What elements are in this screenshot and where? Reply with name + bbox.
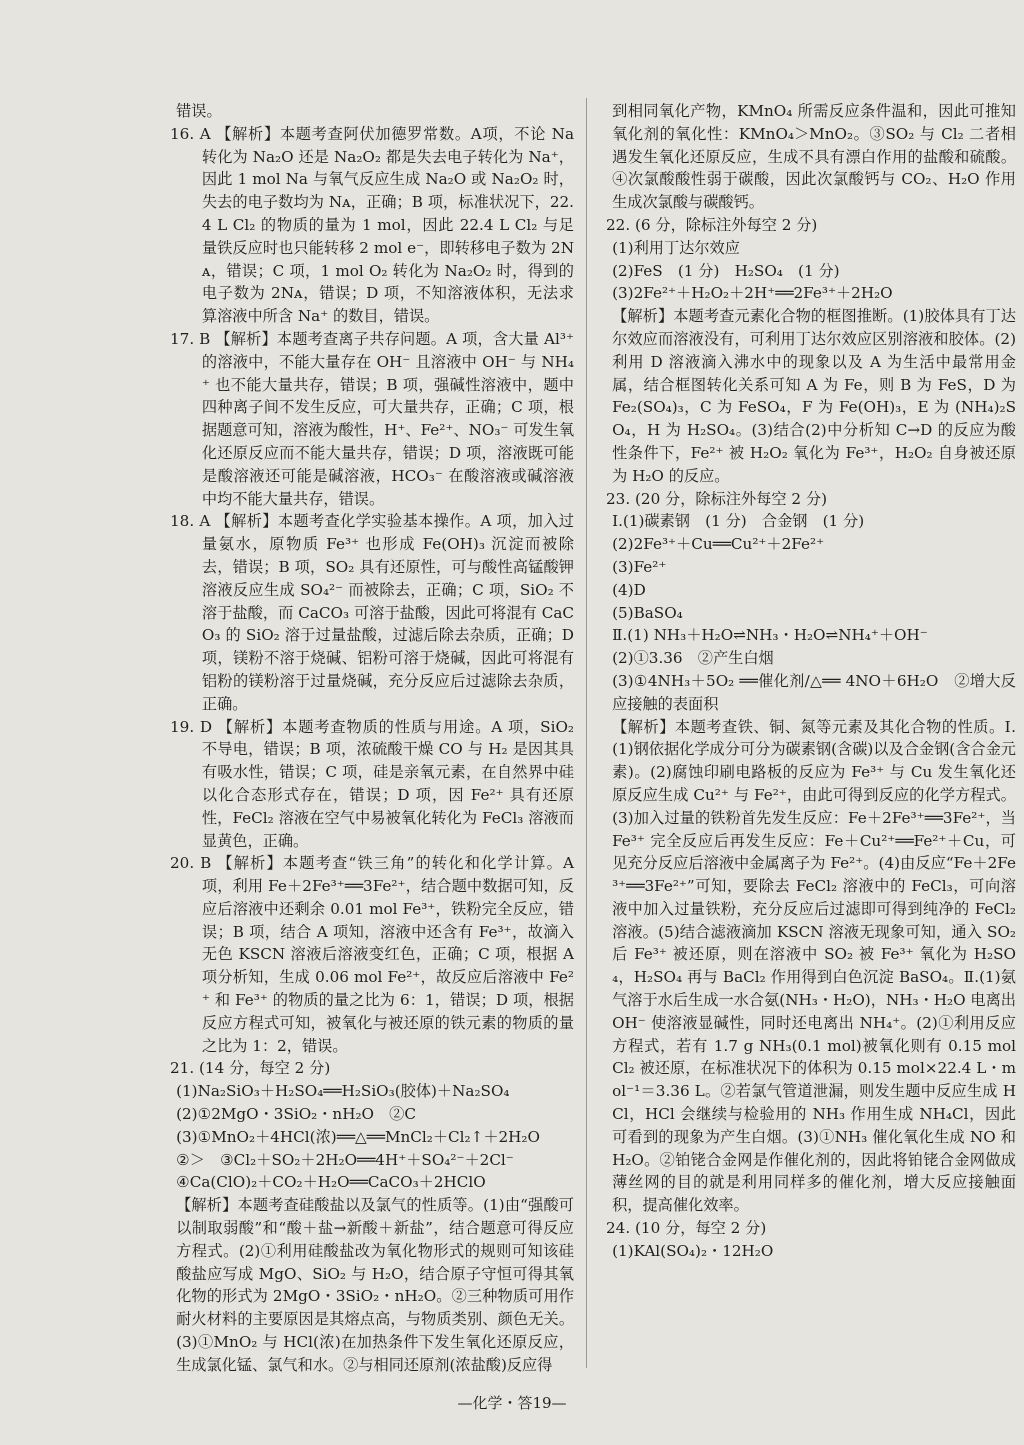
answer-paragraph: (2)①3.36 ②产生白烟 <box>612 649 774 668</box>
answer-paragraph: 16. A 【解析】本题考查阿伏加德罗常数。A项，不论 Na 转化为 Na₂O 还是 Na₂O₂ 都是失去电子转化为 Na⁺，因此 1 mol Na 与氧气反应生成 Na₂O 或 Na₂O₂ 时，失去的电子数均为 Nᴀ，正确；B 项，标准状况下，22.4 L Cl₂ 的物质的量为 1 mol，因此 22.4 L Cl₂ 与足量铁反应时也只能转移 2 mol e⁻，即转移电子数为 2Nᴀ，错误；C 项，1 mol O₂ 转化为 Na₂O₂ 时，得到的电子数为 2Nᴀ，错误；D 项，不知溶液体积，无法求算溶液中所含 Na⁺ 的数目，错误。 <box>170 124 574 326</box>
answer-paragraph: (2)2Fe³⁺＋Cu══Cu²⁺＋2Fe²⁺ <box>612 535 825 554</box>
answer-paragraph: (3)2Fe²⁺＋H₂O₂＋2H⁺══2Fe³⁺＋2H₂O <box>612 284 893 303</box>
answer-paragraph: 22. (6 分，除标注外每空 2 分) <box>606 215 818 234</box>
answer-paragraph: Ⅰ.(1)碳素钢 (1 分) 合金钢 (1 分) <box>612 512 865 531</box>
answer-paragraph: (3)①4NH₃＋5O₂ ══催化剂/△══ 4NO＋6H₂O ②增大反应接触的表面积 <box>612 671 1016 713</box>
answer-paragraph: 【解析】本题考查元素化合物的框图推断。(1)胶体具有丁达尔效应而溶液没有，可利用丁达尔效应区别溶液和胶体。(2)利用 D 溶液滴入沸水中的现象以及 A 为生活中最常用金属，结合框图转化关系可知 A 为 Fe，则 B 为 FeS，D 为 Fe₂(SO₄)₃，C 为 FeSO₄，F 为 Fe(OH)₃，E 为 (NH₄)₂SO₄，H 为 H₂SO₄。(3)结合(2)中分析知 C→D 的反应为酸性条件下，Fe²⁺ 被 H₂O₂ 氧化为 Fe³⁺，H₂O₂ 自身被还原为 H₂O 的反应。 <box>612 307 1016 485</box>
answer-paragraph: 【解析】本题考查铁、铜、氮等元素及其化合物的性质。Ⅰ.(1)钢依据化学成分可分为碳素钢(含碳)以及合金钢(含合金元素)。(2)腐蚀印刷电路板的反应为 Fe³⁺ 与 Cu 发生氧化还原反应生成 Cu²⁺ 与 Fe²⁺，由此可得到反应的化学方程式。(3)加入过量的铁粉首先发生反应：Fe＋2Fe³⁺══3Fe²⁺，当 Fe³⁺ 完全反应后再发生反应：Fe＋Cu²⁺══Fe²⁺＋Cu，可见充分反应后溶液中金属离子为 Fe²⁺。(4)由反应“Fe＋2Fe³⁺══3Fe²⁺”可知，要除去 FeCl₂ 溶液中的 FeCl₃，可向溶液中加入过量铁粉，充分反应后过滤即可得到纯净的 FeCl₂ 溶液。(5)结合滤液滴加 KSCN 溶液无现象可知，通入 SO₂ 后 Fe³⁺ 被还原，则在溶液中 SO₂ 被 Fe³⁺ 氧化为 H₂SO₄，H₂SO₄ 再与 BaCl₂ 作用得到白色沉淀 BaSO₄。Ⅱ.(1)氨气溶于水后生成一水合氨(NH₃・H₂O)，NH₃・H₂O 电离出 OH⁻ 使溶液显碱性，同时还电离出 NH₄⁺。(2)①利用反应方程式，若有 1.7 g NH₃(0.1 mol)被氧化则有 0.15 mol Cl₂ 被还原，在标准状况下的体积为 0.15 mol×22.4 L・mol⁻¹＝3.36 L。②若氯气管道泄漏，则发生题中反应生成 HCl，HCl 会继续与检验用的 NH₃ 作用生成 NH₄Cl，因此可看到的现象为产生白烟。(3)①NH₃ 催化氧化生成 NO 和 H₂O。②铂铑合金网是作催化剂的，因此将铂铑合金网做成薄丝网的目的就是利用同样多的催化剂，增大反应接触面积，提高催化效率。 <box>612 717 1016 1215</box>
answer-paragraph: 20. B 【解析】本题考查“铁三角”的转化和化学计算。A 项，利用 Fe＋2Fe³⁺══3Fe²⁺，结合题中数据可知，反应后溶液中还剩余 0.01 mol Fe³⁺，铁粉完全反应，错误；B 项，结合 A 项知，溶液中还含有 Fe³⁺，故滴入无色 KSCN 溶液后溶液变红色，正确；C 项，根据 A 项分析知，生成 0.06 mol Fe²⁺，故反应后溶液中 Fe²⁺ 和 Fe³⁺ 的物质的量之比为 6：1，错误；D 项，根据反应方程式可知，被氧化与被还原的铁元素的物质的量之比为 1：2，错误。 <box>170 854 574 1055</box>
answer-paragraph: ②＞ ③Cl₂＋SO₂＋2H₂O══4H⁺＋SO₄²⁻＋2Cl⁻ <box>176 1150 514 1169</box>
answer-paragraph: (2)FeS (1 分) H₂SO₄ (1 分) <box>612 261 840 280</box>
answer-paragraph: (1)利用丁达尔效应 <box>612 238 740 257</box>
answer-paragraph: 21. (14 分，每空 2 分) <box>170 1059 331 1078</box>
answer-paragraph: 错误。 <box>176 102 222 120</box>
answer-paragraph: (4)D <box>612 580 646 599</box>
answer-paragraph: (5)BaSO₄ <box>612 603 683 622</box>
answer-paragraph: ④Ca(ClO)₂＋CO₂＋H₂O══CaCO₃＋2HClO <box>176 1173 486 1192</box>
answer-paragraph: 19. D 【解析】本题考查物质的性质与用途。A 项，SiO₂ 不导电，错误；B 项，浓硫酸干燥 CO 与 H₂ 是因其具有吸水性，错误；C 项，硅是亲氧元素，在自然界中硅以化合态形式存在，错误；D 项，因 Fe²⁺ 具有还原性，FeCl₂ 溶液在空气中易被氧化转化为 FeCl₃ 溶液而显黄色，正确。 <box>170 717 574 850</box>
answer-paragraph: (3)Fe²⁺ <box>612 557 667 576</box>
answer-paragraph: 23. (20 分，除标注外每空 2 分) <box>606 489 827 508</box>
answer-paragraph: 24. (10 分，每空 2 分) <box>606 1219 767 1238</box>
answer-paragraph: (1)KAl(SO₄)₂・12H₂O <box>612 1241 774 1260</box>
answer-paragraph: (1)Na₂SiO₃＋H₂SO₄══H₂SiO₃(胶体)＋Na₂SO₄ <box>176 1082 510 1101</box>
answer-paragraph: 17. B 【解析】本题考查离子共存问题。A 项，含大量 Al³⁺ 的溶液中，不能大量存在 OH⁻ 且溶液中 OH⁻ 与 NH₄⁺ 也不能大量共存，错误；B 项，强碱性溶液中，题中四种离子间不发生反应，可大量共存，正确；C 项，根据题意可知，溶液为酸性，H⁺、Fe²⁺、NO₃⁻ 可发生氧化还原反应而不能大量共存，错误；D 项，溶液既可能是酸溶液还可能是碱溶液，HCO₃⁻ 在酸溶液或碱溶液中均不能大量共存，错误。 <box>170 329 575 508</box>
answer-paragraph: 【解析】本题考查硅酸盐以及氯气的性质等。(1)由“强酸可以制取弱酸”和“酸＋盐→新酸＋新盐”，结合题意可得反应方程式。(2)①利用硅酸盐改为氧化物形式的规则可知该硅酸盐应写成 MgO、SiO₂ 与 H₂O，结合原子守恒可得其氧化物的形式为 2MgO・3SiO₂・nH₂O。②三种物质可用作耐火材料的主要原因是其熔点高，与物质类别、颜色无关。(3)①MnO₂ 与 HCl(浓)在加热条件下发生氧化还原反应，生成氯化锰、氯气和水。②与相同还原剂(浓盐酸)反应得 <box>176 1196 574 1374</box>
answer-paragraph: Ⅱ.(1) NH₃＋H₂O⇌NH₃・H₂O⇌NH₄⁺＋OH⁻ <box>612 626 928 645</box>
column-divider <box>586 98 587 1368</box>
answer-paragraph: (3)①MnO₂＋4HCl(浓)══△══MnCl₂＋Cl₂↑＋2H₂O <box>176 1127 540 1146</box>
answer-paragraph: 18. A 【解析】本题考查化学实验基本操作。A 项，加入过量氨水，原物质 Fe³⁺ 也形成 Fe(OH)₃ 沉淀而被除去，错误；B 项，SO₂ 具有还原性，可与酸性高锰酸钾溶液反应生成 SO₄²⁻ 而被除去，正确；C 项，SiO₂ 不溶于盐酸，而 CaCO₃ 可溶于盐酸，因此可将混有 CaCO₃ 的 SiO₂ 溶于过量盐酸，过滤后除去杂质，正确；D 项，镁粉不溶于烧碱、铝粉可溶于烧碱，因此可将混有铝粉的镁粉溶于过量烧碱，充分反应后过滤除去杂质，正确。 <box>170 512 574 713</box>
right-column <box>606 100 1016 1263</box>
left-column <box>170 100 574 1377</box>
page-footer: —化学・答19— <box>457 1394 567 1412</box>
answer-paragraph: 到相同氧化产物，KMnO₄ 所需反应条件温和，因此可推知氧化剂的氧化性：KMnO₄＞MnO₂。③SO₂ 与 Cl₂ 二者相遇发生氧化还原反应，生成不具有漂白作用的盐酸和硫酸。④次氯酸酸性弱于碳酸，因此次氯酸钙与 CO₂、H₂O 作用生成次氯酸与碳酸钙。 <box>612 102 1016 212</box>
answer-paragraph: (2)①2MgO・3SiO₂・nH₂O ②C <box>176 1105 416 1124</box>
